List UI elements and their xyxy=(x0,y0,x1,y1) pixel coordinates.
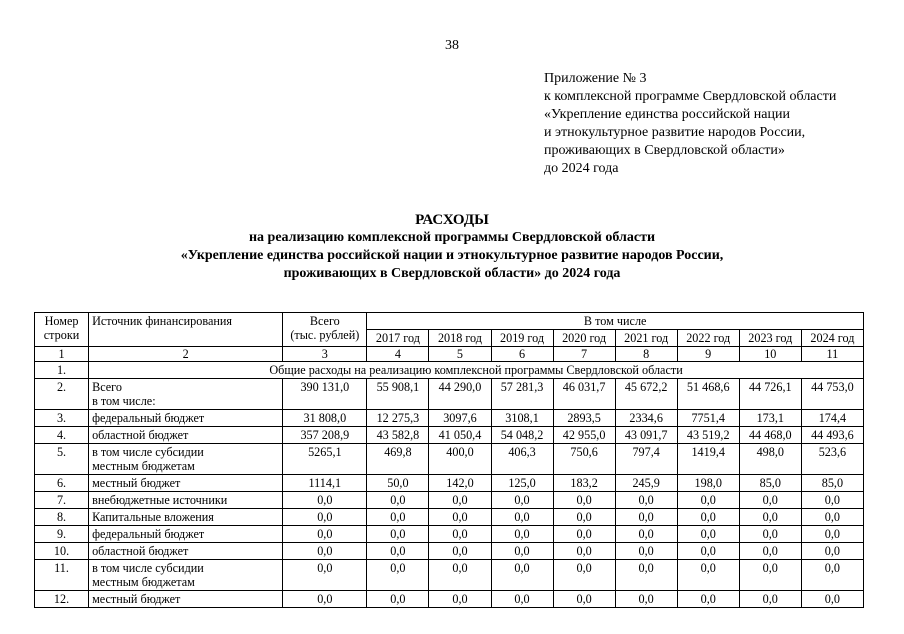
source-cell xyxy=(89,526,283,543)
header-total: Всего (тыс. рублей) xyxy=(283,313,367,347)
source-cell xyxy=(89,591,283,608)
table-row xyxy=(35,444,864,475)
year-value-cell: 0,0 xyxy=(739,560,801,591)
year-value-cell: 7751,4 xyxy=(677,410,739,427)
header-year: 2023 год xyxy=(739,330,801,347)
year-value-cell: 0,0 xyxy=(429,526,491,543)
year-value-cell: 41 050,4 xyxy=(429,427,491,444)
year-value-cell: 0,0 xyxy=(677,560,739,591)
heading-line: «Укрепление единства российской нации и этнокультурное развитие народов России, xyxy=(180,248,724,263)
table-row xyxy=(35,509,864,526)
year-value-cell: 50,0 xyxy=(367,475,429,492)
column-index-cell: 4 xyxy=(367,347,429,362)
year-value-cell: 0,0 xyxy=(739,591,801,608)
year-value-cell: 44 753,0 xyxy=(801,379,863,410)
year-value-cell: 406,3 xyxy=(491,444,553,475)
year-value-cell: 3108,1 xyxy=(491,410,553,427)
year-value-cell: 46 031,7 xyxy=(553,379,615,410)
year-value-cell: 0,0 xyxy=(615,543,677,560)
table-row xyxy=(35,526,864,543)
table-row xyxy=(35,560,864,591)
document-heading xyxy=(0,211,904,283)
year-value-cell: 85,0 xyxy=(801,475,863,492)
source-line: местный бюджет xyxy=(92,592,181,606)
column-index-row xyxy=(35,347,864,362)
column-index-cell: 11 xyxy=(801,347,863,362)
year-value-cell: 245,9 xyxy=(615,475,677,492)
year-value-cell: 0,0 xyxy=(615,509,677,526)
table-row xyxy=(35,410,864,427)
column-index-cell: 10 xyxy=(739,347,801,362)
section-label: Общие расходы на реализацию комплексной программы Свердловской области xyxy=(89,362,864,379)
source-cell xyxy=(89,444,283,475)
total-cell: 0,0 xyxy=(283,492,367,509)
year-value-cell: 55 908,1 xyxy=(367,379,429,410)
year-value-cell: 125,0 xyxy=(491,475,553,492)
year-value-cell: 0,0 xyxy=(801,509,863,526)
year-value-cell: 1419,4 xyxy=(677,444,739,475)
year-value-cell: 0,0 xyxy=(739,526,801,543)
year-value-cell: 498,0 xyxy=(739,444,801,475)
year-value-cell: 43 519,2 xyxy=(677,427,739,444)
appendix-line: проживающих в Свердловской области» xyxy=(544,143,785,158)
row-number-cell: 3. xyxy=(35,410,89,427)
source-line: внебюджетные источники xyxy=(92,493,228,507)
year-value-cell: 0,0 xyxy=(615,560,677,591)
row-number-cell: 5. xyxy=(35,444,89,475)
source-cell xyxy=(89,379,283,410)
appendix-line: «Укрепление единства российской нации xyxy=(544,107,790,122)
total-cell: 0,0 xyxy=(283,509,367,526)
source-line: в том числе субсидии xyxy=(92,445,204,459)
heading-line: проживающих в Свердловской области» до 2024 года xyxy=(283,266,621,281)
total-cell: 357 208,9 xyxy=(283,427,367,444)
year-value-cell: 44 290,0 xyxy=(429,379,491,410)
header-year: 2024 год xyxy=(801,330,863,347)
total-cell: 31 808,0 xyxy=(283,410,367,427)
year-value-cell: 44 493,6 xyxy=(801,427,863,444)
year-value-cell: 43 091,7 xyxy=(615,427,677,444)
row-number-cell: 7. xyxy=(35,492,89,509)
source-line: областной бюджет xyxy=(92,544,189,558)
source-cell xyxy=(89,410,283,427)
year-value-cell: 2893,5 xyxy=(553,410,615,427)
year-value-cell: 0,0 xyxy=(739,543,801,560)
total-cell: 5265,1 xyxy=(283,444,367,475)
source-cell xyxy=(89,543,283,560)
year-value-cell: 0,0 xyxy=(615,526,677,543)
total-cell: 0,0 xyxy=(283,591,367,608)
year-value-cell: 44 726,1 xyxy=(739,379,801,410)
year-value-cell: 0,0 xyxy=(801,591,863,608)
row-number-cell: 6. xyxy=(35,475,89,492)
year-value-cell: 198,0 xyxy=(677,475,739,492)
year-value-cell: 45 672,2 xyxy=(615,379,677,410)
year-value-cell: 523,6 xyxy=(801,444,863,475)
year-value-cell: 0,0 xyxy=(677,543,739,560)
total-cell: 390 131,0 xyxy=(283,379,367,410)
year-value-cell: 0,0 xyxy=(677,492,739,509)
year-value-cell: 0,0 xyxy=(677,591,739,608)
column-index-cell: 3 xyxy=(283,347,367,362)
year-value-cell: 0,0 xyxy=(491,543,553,560)
year-value-cell: 0,0 xyxy=(367,543,429,560)
appendix-line: к комплексной программе Свердловской области xyxy=(544,89,837,104)
total-cell: 0,0 xyxy=(283,526,367,543)
year-value-cell: 0,0 xyxy=(615,492,677,509)
header-row-number: Номер строки xyxy=(35,313,89,347)
year-value-cell: 797,4 xyxy=(615,444,677,475)
source-line: федеральный бюджет xyxy=(92,527,205,541)
year-value-cell: 85,0 xyxy=(739,475,801,492)
year-value-cell: 57 281,3 xyxy=(491,379,553,410)
section-number: 1. xyxy=(35,362,89,379)
year-value-cell: 0,0 xyxy=(553,509,615,526)
year-value-cell: 0,0 xyxy=(491,526,553,543)
source-cell xyxy=(89,475,283,492)
source-line: Капитальные вложения xyxy=(92,510,214,524)
year-value-cell: 142,0 xyxy=(429,475,491,492)
year-value-cell: 0,0 xyxy=(367,591,429,608)
year-value-cell: 0,0 xyxy=(553,560,615,591)
year-value-cell: 54 048,2 xyxy=(491,427,553,444)
expenses-table xyxy=(34,312,864,608)
header-year: 2018 год xyxy=(429,330,491,347)
source-line: федеральный бюджет xyxy=(92,411,205,425)
year-value-cell: 0,0 xyxy=(739,509,801,526)
year-value-cell: 3097,6 xyxy=(429,410,491,427)
column-index-cell: 6 xyxy=(491,347,553,362)
year-value-cell: 12 275,3 xyxy=(367,410,429,427)
header-year: 2017 год xyxy=(367,330,429,347)
row-number-cell: 8. xyxy=(35,509,89,526)
year-value-cell: 0,0 xyxy=(491,492,553,509)
source-cell xyxy=(89,509,283,526)
year-value-cell: 0,0 xyxy=(801,526,863,543)
year-value-cell: 0,0 xyxy=(491,509,553,526)
total-cell: 0,0 xyxy=(283,543,367,560)
row-number-cell: 2. xyxy=(35,379,89,410)
source-cell xyxy=(89,427,283,444)
year-value-cell: 0,0 xyxy=(677,526,739,543)
year-value-cell: 2334,6 xyxy=(615,410,677,427)
row-number-cell: 10. xyxy=(35,543,89,560)
year-value-cell: 469,8 xyxy=(367,444,429,475)
column-index-cell: 8 xyxy=(615,347,677,362)
year-value-cell: 43 582,8 xyxy=(367,427,429,444)
year-value-cell: 0,0 xyxy=(801,492,863,509)
year-value-cell: 42 955,0 xyxy=(553,427,615,444)
year-value-cell: 0,0 xyxy=(429,543,491,560)
year-value-cell: 0,0 xyxy=(429,492,491,509)
total-cell: 0,0 xyxy=(283,560,367,591)
section-row xyxy=(35,362,864,379)
source-line: в том числе: xyxy=(92,394,156,408)
year-value-cell: 0,0 xyxy=(367,492,429,509)
year-value-cell: 174,4 xyxy=(801,410,863,427)
table-row xyxy=(35,591,864,608)
source-line: областной бюджет xyxy=(92,428,189,442)
year-value-cell: 750,6 xyxy=(553,444,615,475)
year-value-cell: 0,0 xyxy=(429,560,491,591)
header-year: 2021 год xyxy=(615,330,677,347)
source-line: местным бюджетам xyxy=(92,575,195,589)
column-index-cell: 5 xyxy=(429,347,491,362)
appendix-line: до 2024 года xyxy=(544,161,619,176)
appendix-line: и этнокультурное развитие народов России, xyxy=(544,125,806,140)
header-year: 2020 год xyxy=(553,330,615,347)
row-number-cell: 11. xyxy=(35,560,89,591)
total-cell: 1114,1 xyxy=(283,475,367,492)
year-value-cell: 0,0 xyxy=(553,543,615,560)
source-line: местный бюджет xyxy=(92,476,181,490)
header-year: 2019 год xyxy=(491,330,553,347)
year-value-cell: 51 468,6 xyxy=(677,379,739,410)
year-value-cell: 0,0 xyxy=(615,591,677,608)
year-value-cell: 0,0 xyxy=(553,492,615,509)
column-index-cell: 9 xyxy=(677,347,739,362)
document-title: РАСХОДЫ xyxy=(415,212,489,228)
table-row xyxy=(35,427,864,444)
year-value-cell: 0,0 xyxy=(491,591,553,608)
source-line: Всего xyxy=(92,380,122,394)
year-value-cell: 0,0 xyxy=(553,591,615,608)
year-value-cell: 400,0 xyxy=(429,444,491,475)
year-value-cell: 0,0 xyxy=(739,492,801,509)
year-value-cell: 0,0 xyxy=(491,560,553,591)
table-row xyxy=(35,492,864,509)
source-cell xyxy=(89,492,283,509)
year-value-cell: 0,0 xyxy=(801,543,863,560)
year-value-cell: 0,0 xyxy=(429,591,491,608)
row-number-cell: 4. xyxy=(35,427,89,444)
source-line: местным бюджетам xyxy=(92,459,195,473)
year-value-cell: 0,0 xyxy=(367,526,429,543)
header-year: 2022 год xyxy=(677,330,739,347)
page-number: 38 xyxy=(445,38,459,53)
header-source: Источник финансирования xyxy=(89,313,283,347)
year-value-cell: 173,1 xyxy=(739,410,801,427)
header-including: В том числе xyxy=(367,313,864,330)
year-value-cell: 0,0 xyxy=(553,526,615,543)
year-value-cell: 0,0 xyxy=(429,509,491,526)
appendix-block xyxy=(544,70,884,178)
year-value-cell: 0,0 xyxy=(801,560,863,591)
column-index-cell: 2 xyxy=(89,347,283,362)
year-value-cell: 0,0 xyxy=(367,560,429,591)
column-index-cell: 1 xyxy=(35,347,89,362)
table-row xyxy=(35,379,864,410)
table-row xyxy=(35,475,864,492)
row-number-cell: 12. xyxy=(35,591,89,608)
year-value-cell: 0,0 xyxy=(677,509,739,526)
row-number-cell: 9. xyxy=(35,526,89,543)
appendix-line: Приложение № 3 xyxy=(544,71,647,86)
column-index-cell: 7 xyxy=(553,347,615,362)
heading-line: на реализацию комплексной программы Свердловской области xyxy=(248,230,656,245)
source-cell xyxy=(89,560,283,591)
year-value-cell: 0,0 xyxy=(367,509,429,526)
table-row xyxy=(35,543,864,560)
year-value-cell: 44 468,0 xyxy=(739,427,801,444)
year-value-cell: 183,2 xyxy=(553,475,615,492)
source-line: в том числе субсидии xyxy=(92,561,204,575)
